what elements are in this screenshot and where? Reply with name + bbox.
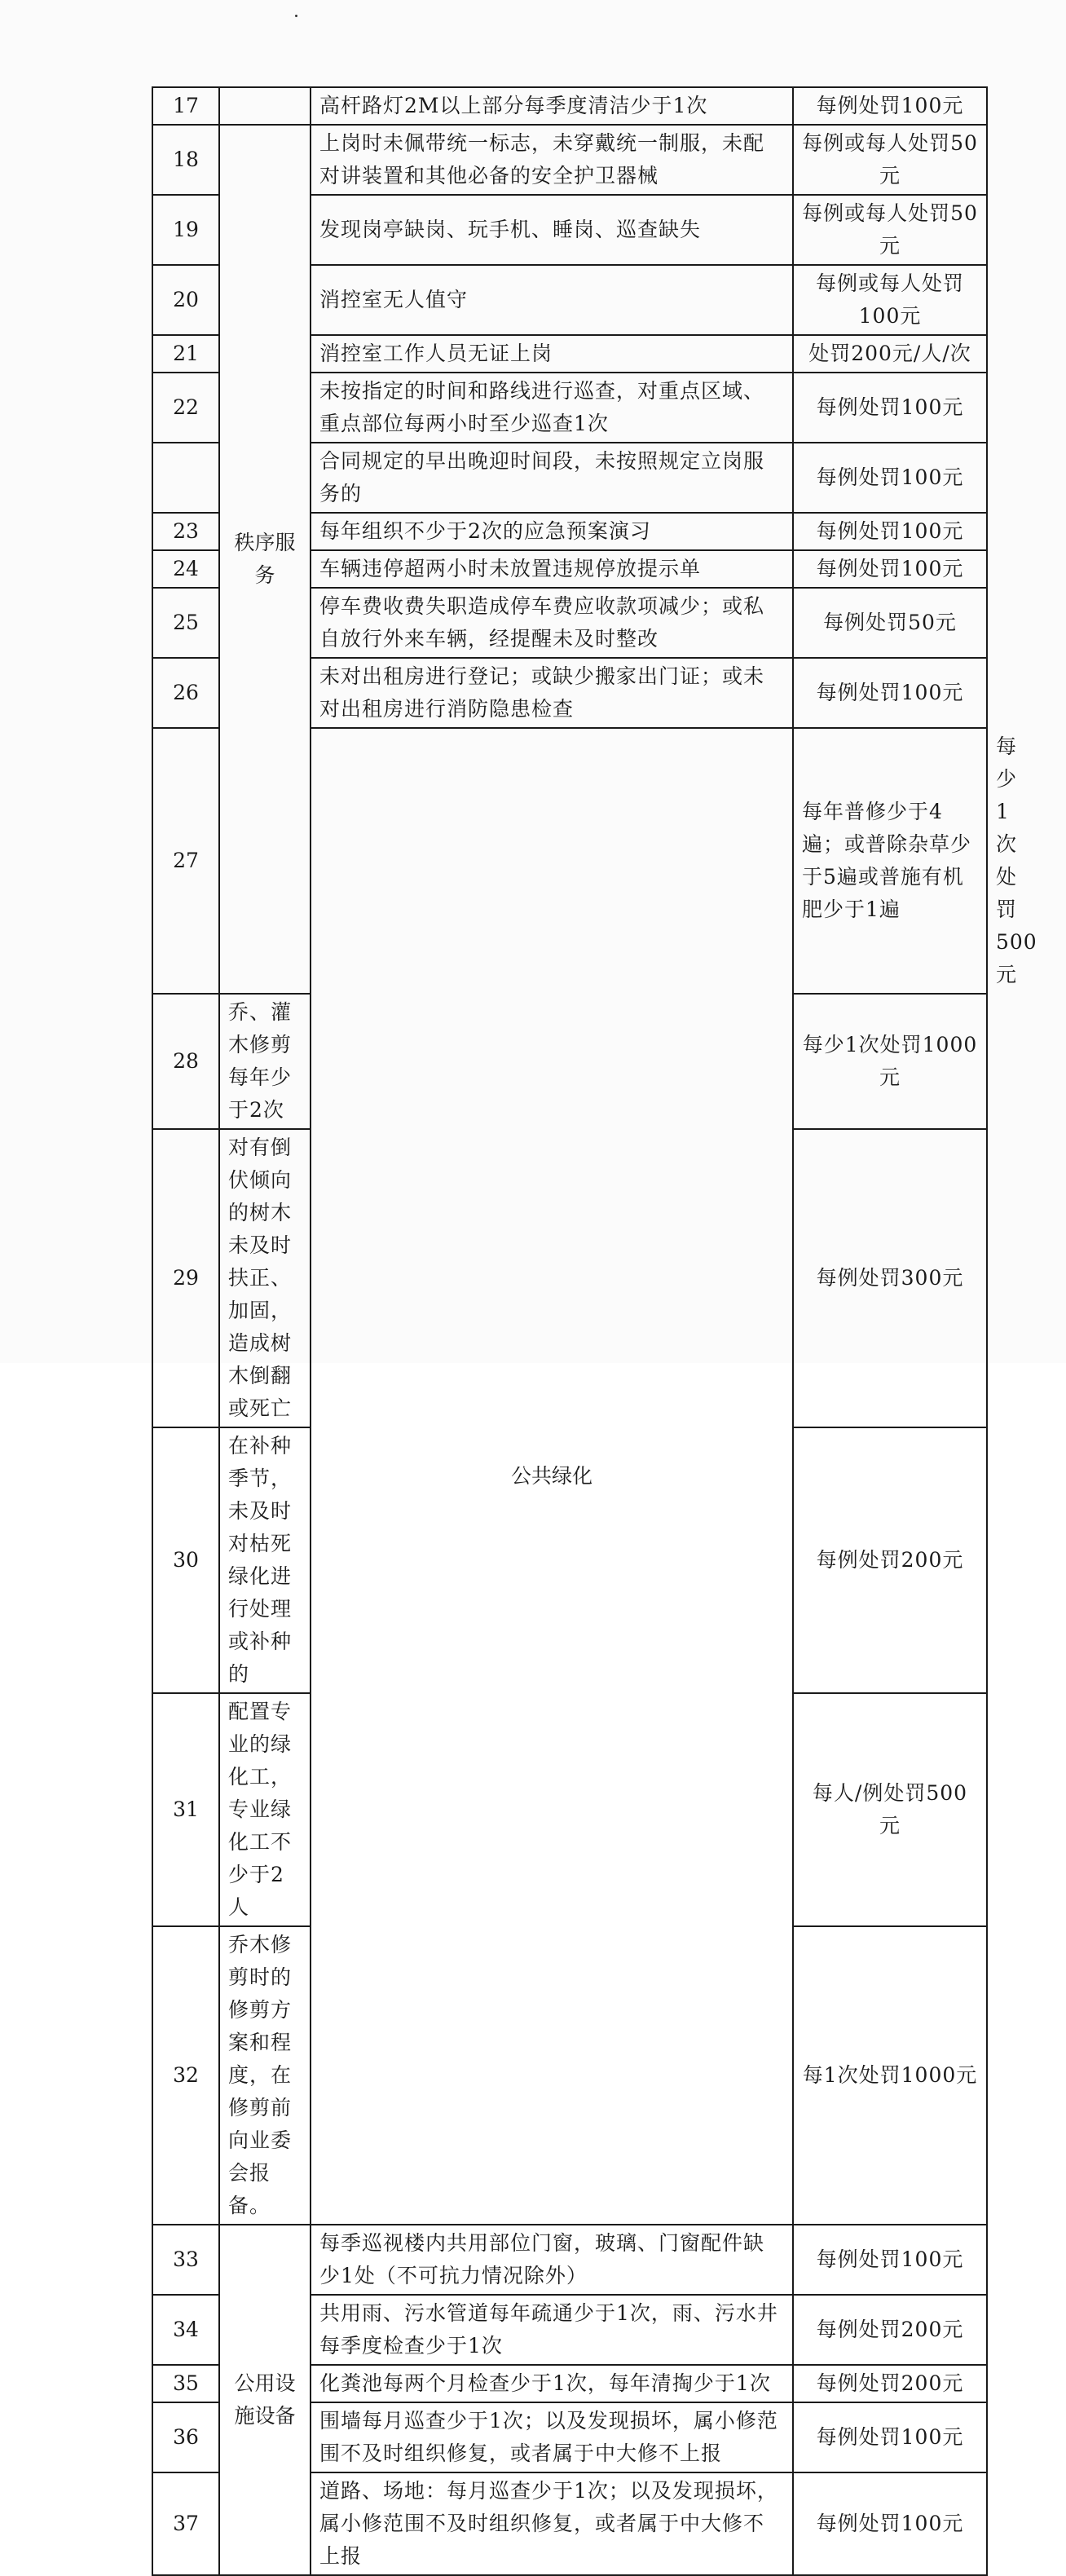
row-description: 未对出租房进行登记；或缺少搬家出门证；或未对出租房进行消防隐患检查 [311, 658, 793, 728]
row-penalty: 每例处罚100元 [793, 2402, 987, 2472]
row-description: 道路、场地：每月巡查少于1次；以及发现损坏，属小修范围不及时组织修复，或者属于中大修不上报 [311, 2472, 793, 2575]
row-description: 化粪池每两个月检查少于1次，每年清掏少于1次 [311, 2365, 793, 2402]
row-penalty: 每人/例处罚500元 [793, 1693, 987, 1926]
row-number: 24 [152, 550, 219, 588]
row-penalty: 每例处罚100元 [793, 2472, 987, 2575]
table-row [152, 125, 987, 195]
row-number: 37 [152, 2472, 219, 2575]
row-description: 每年组织不少于2次的应急预案演习 [311, 513, 793, 550]
row-penalty: 每例处罚200元 [793, 1427, 987, 1693]
row-description: 合同规定的早出晚迎时间段，未按照规定立岗服务的 [311, 443, 793, 513]
row-description: 消控室工作人员无证上岗 [311, 335, 793, 373]
row-description: 消控室无人值守 [311, 265, 793, 335]
row-description: 配置专业的绿化工，专业绿化工不少于2人 [219, 1693, 311, 1926]
row-number: 25 [152, 588, 219, 658]
row-penalty: 每例处罚50元 [793, 588, 987, 658]
row-description: 每季巡视楼内共用部位门窗，玻璃、门窗配件缺少1处（不可抗力情况除外） [311, 2225, 793, 2295]
row-penalty: 每例处罚200元 [793, 2365, 987, 2402]
row-number: 23 [152, 513, 219, 550]
row-description: 发现岗亭缺岗、玩手机、睡岗、巡查缺失 [311, 195, 793, 265]
row-penalty: 每例处罚100元 [793, 373, 987, 443]
row-penalty: 每少1次处罚1000元 [793, 994, 987, 1129]
row-number: 27 [152, 728, 219, 994]
row-number: 17 [152, 87, 219, 125]
row-number: 20 [152, 265, 219, 335]
row-number [152, 443, 219, 513]
row-description: 在补种季节，未及时对枯死绿化进行处理或补种的 [219, 1427, 311, 1693]
scan-speck [295, 15, 297, 17]
row-description: 高杆路灯2M以上部分每季度清洁少于1次 [311, 87, 793, 125]
table-row: 27 公共绿化 每年普修少于4遍；或普除杂草少于5遍或普施有机肥少于1遍 每少1次处罚500元 [152, 728, 987, 994]
category-cell-empty [219, 87, 311, 125]
row-penalty: 每例或每人处罚100元 [793, 265, 987, 335]
row-number: 35 [152, 2365, 219, 2402]
category-security: 秩序服务 [219, 125, 311, 994]
row-description: 停车费收费失职造成停车费应收款项减少；或私自放行外来车辆，经提醒未及时整改 [311, 588, 793, 658]
row-description: 对有倒伏倾向的树木未及时扶正、加固，造成树木倒翻或死亡 [219, 1129, 311, 1427]
row-number: 29 [152, 1129, 219, 1427]
row-penalty: 每例处罚100元 [793, 658, 987, 728]
row-description: 上岗时未佩带统一标志，未穿戴统一制服，未配对讲装置和其他必备的安全护卫器械 [311, 125, 793, 195]
row-number: 32 [152, 1926, 219, 2225]
row-description: 乔、灌木修剪每年少于2次 [219, 994, 311, 1129]
category-greening: 公共绿化 [311, 728, 793, 2225]
category-facilities: 公用设施设备 [219, 2225, 311, 2575]
row-penalty: 每例处罚300元 [793, 1129, 987, 1427]
row-penalty: 每例处罚100元 [793, 513, 987, 550]
row-number: 30 [152, 1427, 219, 1693]
row-penalty: 每例处罚200元 [793, 2295, 987, 2365]
row-number: 28 [152, 994, 219, 1129]
row-penalty: 每例处罚100元 [793, 550, 987, 588]
row-penalty: 每例或每人处罚50元 [793, 125, 987, 195]
table-row [152, 2225, 987, 2295]
row-description: 围墙每月巡查少于1次；以及发现损坏，属小修范围不及时组织修复，或者属于中大修不上报 [311, 2402, 793, 2472]
row-number: 22 [152, 373, 219, 443]
row-number: 33 [152, 2225, 219, 2295]
row-number: 21 [152, 335, 219, 373]
row-penalty: 每例处罚100元 [793, 2225, 987, 2295]
row-description: 每年普修少于4遍；或普除杂草少于5遍或普施有机肥少于1遍 [793, 728, 987, 994]
row-description: 车辆违停超两小时未放置违规停放提示单 [311, 550, 793, 588]
row-penalty: 每例处罚100元 [793, 443, 987, 513]
row-number: 34 [152, 2295, 219, 2365]
row-number: 31 [152, 1693, 219, 1926]
row-penalty: 处罚200元/人/次 [793, 335, 987, 373]
row-number: 18 [152, 125, 219, 195]
row-penalty: 每1次处罚1000元 [793, 1926, 987, 2225]
penalty-table [152, 86, 1037, 2576]
row-penalty: 每例处罚100元 [793, 87, 987, 125]
row-description: 共用雨、污水管道每年疏通少于1次，雨、污水井每季度检查少于1次 [311, 2295, 793, 2365]
row-number: 19 [152, 195, 219, 265]
row-description: 乔木修剪时的修剪方案和程度，在修剪前向业委会报备。 [219, 1926, 311, 2225]
row-description: 未按指定的时间和路线进行巡查，对重点区域、重点部位每两小时至少巡查1次 [311, 373, 793, 443]
row-number: 26 [152, 658, 219, 728]
table-row [152, 87, 987, 125]
row-number: 36 [152, 2402, 219, 2472]
row-penalty: 每例或每人处罚50元 [793, 195, 987, 265]
